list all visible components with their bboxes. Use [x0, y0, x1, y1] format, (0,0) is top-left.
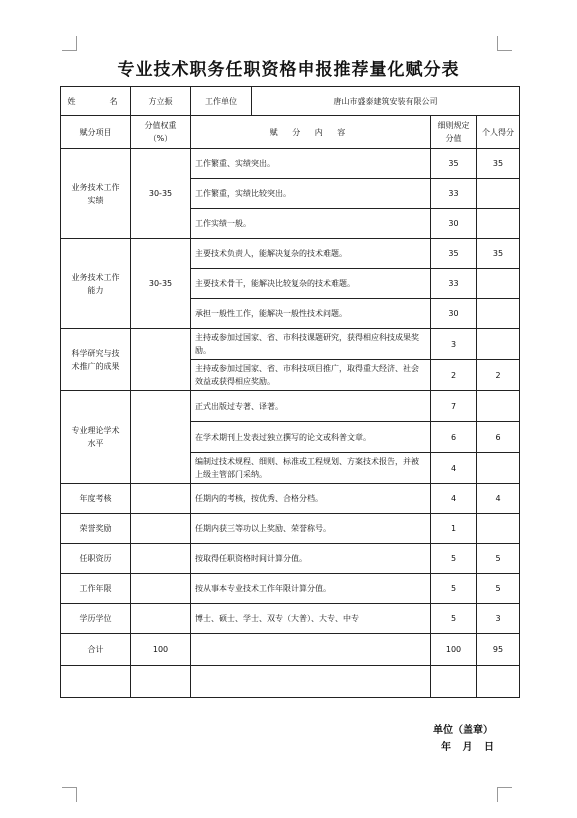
content-cell: 主要技术负责人，能解决复杂的技术难题。: [191, 239, 431, 269]
rule-score-cell: 35: [431, 149, 477, 179]
section-item: 年度考核: [61, 484, 131, 514]
section-weight: [131, 391, 191, 484]
unit-value: 唐山市盛泰建筑安装有限公司: [333, 96, 438, 106]
table-row: [61, 329, 520, 360]
rule-score-cell: 4: [431, 484, 477, 514]
name-value: 方立振: [131, 87, 191, 116]
section-weight: [131, 604, 191, 634]
info-row: [61, 87, 520, 116]
corner-mark-bottom-left: [62, 787, 77, 802]
personal-score-cell: [477, 299, 520, 329]
rule-score-cell: 33: [431, 269, 477, 299]
header-content: 赋 分 内 容: [191, 116, 431, 149]
personal-score-cell: 35: [477, 239, 520, 269]
rule-score-cell: 5: [431, 604, 477, 634]
section-weight: [131, 329, 191, 391]
date-label: 年 月 日: [441, 742, 494, 753]
unit-cell: [191, 87, 520, 116]
section-weight: 30-35: [131, 239, 191, 329]
rule-score-cell: 6: [431, 422, 477, 453]
header-personal-score: 个人得分: [477, 116, 520, 149]
score-table: [60, 86, 520, 698]
rule-score-cell: 5: [431, 544, 477, 574]
table-row: [61, 239, 520, 269]
content-cell: 在学术期刊上发表过独立撰写的论文或科普文章。: [191, 422, 431, 453]
rule-score-cell: 35: [431, 239, 477, 269]
rule-score-cell: 1: [431, 514, 477, 544]
total-weight: 100: [131, 634, 191, 666]
corner-mark-bottom-right: [497, 787, 512, 802]
page-title: 专业技术职务任职资格申报推荐量化赋分表: [117, 60, 460, 80]
table-row: [61, 484, 520, 514]
section-weight: [131, 484, 191, 514]
name-label: 姓 名: [61, 87, 131, 116]
personal-score-cell: [477, 391, 520, 422]
table-row: [61, 574, 520, 604]
table-row: [61, 514, 520, 544]
personal-score-cell: [477, 329, 520, 360]
total-personal-score: 95: [477, 634, 520, 666]
total-label: 合计: [61, 634, 131, 666]
content-cell: 博士、硕士、学士、双专（大普）、大专、中专: [191, 604, 431, 634]
personal-score-cell: [477, 269, 520, 299]
section-item: 业务技术工作实绩: [61, 149, 131, 239]
blank-cell: [477, 666, 520, 698]
rule-score-cell: 5: [431, 574, 477, 604]
content-cell: 工作实绩一般。: [191, 209, 431, 239]
personal-score-cell: 35: [477, 149, 520, 179]
personal-score-cell: [477, 453, 520, 484]
personal-score-cell: 5: [477, 574, 520, 604]
section-weight: [131, 574, 191, 604]
rule-score-cell: 30: [431, 299, 477, 329]
content-cell: 主持或参加过国家、省、市科技项目推广，取得重大经济、社会效益或获得相应奖励。: [191, 360, 431, 391]
content-cell: 正式出版过专著、译著。: [191, 391, 431, 422]
corner-mark-top-right: [497, 36, 512, 51]
total-rule-score: 100: [431, 634, 477, 666]
rule-score-cell: 2: [431, 360, 477, 391]
section-item: 荣誉奖励: [61, 514, 131, 544]
content-cell: 按从事本专业技术工作年限计算分值。: [191, 574, 431, 604]
section-item: 科学研究与技术推广的成果: [61, 329, 131, 391]
unit-label: 工作单位: [191, 87, 252, 115]
header-item: 赋分项目: [61, 116, 131, 149]
section-item: 专业理论学术水平: [61, 391, 131, 484]
personal-score-cell: 4: [477, 484, 520, 514]
blank-cell: [431, 666, 477, 698]
total-content: [191, 634, 431, 666]
section-item: 任职资历: [61, 544, 131, 574]
personal-score-cell: 3: [477, 604, 520, 634]
section-weight: 30-35: [131, 149, 191, 239]
blank-row: [61, 666, 520, 698]
section-item: 学历学位: [61, 604, 131, 634]
content-cell: 主要技术骨干，能解决比较复杂的技术难题。: [191, 269, 431, 299]
table-row: [61, 149, 520, 179]
personal-score-cell: [477, 514, 520, 544]
rule-score-cell: 4: [431, 453, 477, 484]
header-weight: 分值权重（%）: [131, 116, 191, 149]
table-row: [61, 544, 520, 574]
blank-cell: [191, 666, 431, 698]
section-weight: [131, 544, 191, 574]
table-row: [61, 391, 520, 422]
personal-score-cell: 5: [477, 544, 520, 574]
content-cell: 主持或参加过国家、省、市科技课题研究，获得相应科技成果奖励。: [191, 329, 431, 360]
content-cell: 承担一般性工作，能解决一般性技术问题。: [191, 299, 431, 329]
section-item: 工作年限: [61, 574, 131, 604]
blank-cell: [131, 666, 191, 698]
blank-cell: [61, 666, 131, 698]
corner-mark-top-left: [62, 36, 77, 51]
header-rule-score: 细则规定分值: [431, 116, 477, 149]
personal-score-cell: 2: [477, 360, 520, 391]
rule-score-cell: 7: [431, 391, 477, 422]
section-weight: [131, 514, 191, 544]
table-row: [61, 604, 520, 634]
section-item: 业务技术工作能力: [61, 239, 131, 329]
rule-score-cell: 33: [431, 179, 477, 209]
personal-score-cell: [477, 209, 520, 239]
content-cell: 任期内获三等功以上奖励、荣誉称号。: [191, 514, 431, 544]
content-cell: 工作繁重，实绩比较突出。: [191, 179, 431, 209]
personal-score-cell: [477, 179, 520, 209]
content-cell: 编制过技术规程、细则、标准或工程规划、方案技术报告，并被上级主管部门采纳。: [191, 453, 431, 484]
rule-score-cell: 3: [431, 329, 477, 360]
content-cell: 按取得任职资格时间计算分值。: [191, 544, 431, 574]
content-cell: 任期内的考核，按优秀、合格分档。: [191, 484, 431, 514]
header-row: [61, 116, 520, 149]
rule-score-cell: 30: [431, 209, 477, 239]
content-cell: 工作繁重、实绩突出。: [191, 149, 431, 179]
total-row: [61, 634, 520, 666]
personal-score-cell: 6: [477, 422, 520, 453]
seal-label: 单位（盖章）: [433, 725, 493, 736]
